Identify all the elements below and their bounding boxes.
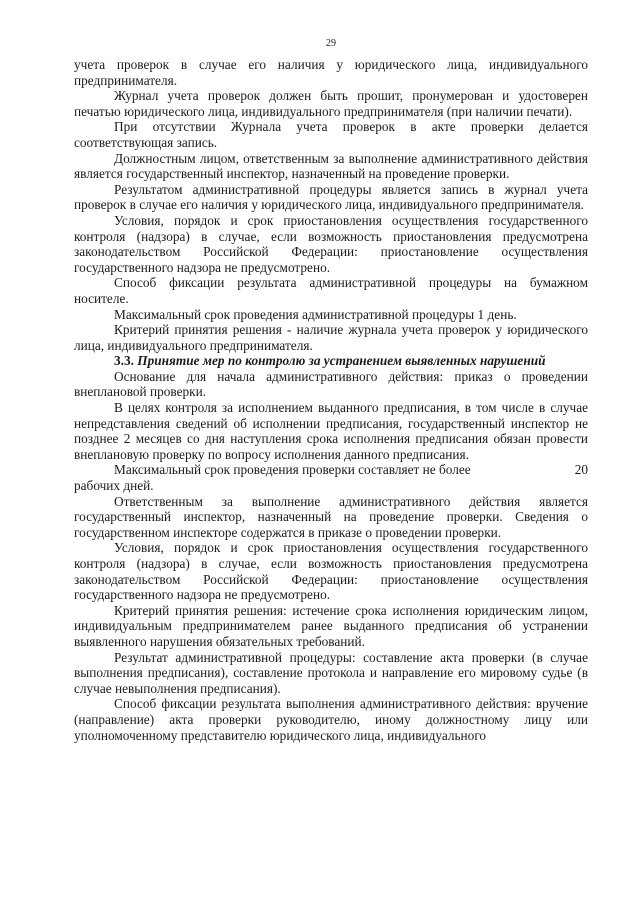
term-continuation: рабочих дней.	[74, 478, 154, 494]
section-number: 3.3.	[114, 353, 134, 369]
paragraph: Способ фиксации результата выполнения административного действия: вручение (направление) акта проверки руководителю, иному должностному лицу или уполномоченному представителю юридического лица, индивидуального	[74, 696, 588, 743]
paragraph: Способ фиксации результата административной процедуры на бумажном носителе.	[74, 275, 588, 306]
paragraph: Ответственным за выполнение административного действия является государственный инспектор, назначенный на проведение проверки. Сведения о государственном инспекторе содержатся в приказе о проведении проверки.	[74, 493, 588, 540]
text-block-2	[74, 369, 588, 463]
term-line	[74, 462, 588, 478]
section-heading	[74, 353, 588, 369]
paragraph: Условия, порядок и срок приостановления осуществления государственного контроля (надзора) в случае, если возможность приостановления предусмотрена законодательством Российской Федерации: приостановление осуществления государственного надзора не предусмотрено.	[74, 540, 588, 603]
text-block-1	[74, 57, 588, 353]
paragraph: Максимальный срок проведения административной процедуры 1 день.	[114, 306, 517, 322]
paragraph: В целях контроля за исполнением выданного предписания, в том числе в случае непредставления сведений об исполнении предписания, государственный инспектор не позднее 2 месяцев со дня наступления срока исполнения предписания обязан провести внеплановую проверку по вопросу исполнения данного предписания.	[74, 400, 588, 462]
paragraph: Условия, порядок и срок приостановления осуществления государственного контроля (надзора) в случае, если возможность приостановления предусмотрена законодательством Российской Федерации: приостановление осуществления государственного надзора не предусмотрено.	[74, 212, 588, 275]
paragraph: Должностным лицом, ответственным за выполнение административного действия является государственный инспектор, назначенный на проведение проверки.	[74, 150, 588, 182]
paragraph: Критерий принятия решения - наличие журнала учета проверок у юридического лица, индивидуального предпринимателя.	[74, 322, 588, 353]
paragraph: учета проверок в случае его наличия у юридического лица, индивидуального предпринимателя.	[74, 57, 588, 88]
paragraph: Результат административной процедуры: составление акта проверки (в случае выполнения предписания), составление протокола и направление его мировому судье (в случае невыполнения предписания).	[74, 649, 588, 696]
section-title: Принятие мер по контролю за устранением выявленных нарушений	[137, 353, 546, 369]
text-block-3	[74, 494, 588, 744]
term-paragraph	[74, 462, 588, 493]
paragraph: Основание для начала административного действия: приказ о проведении внеплановой проверки.	[74, 368, 588, 400]
paragraph: Журнал учета проверок должен быть прошит, пронумерован и удостоверен печатью юридического лица, индивидуального предпринимателя (при наличии печати).	[74, 88, 588, 119]
term-value: 20	[574, 462, 588, 478]
paragraph: Результатом административной процедуры является запись в журнал учета проверок в случае его наличия у юридического лица, индивидуального предпринимателя.	[74, 181, 588, 213]
page-number: 29	[326, 38, 336, 49]
paragraph: Критерий принятия решения: истечение срока исполнения юридическим лицом, индивидуальным предпринимателем ранее выданного предписания об устранении выявленного нарушения обязательных требований.	[74, 602, 588, 649]
term-text: Максимальный срок проведения проверки составляет не более	[114, 462, 471, 478]
paragraph: При отсутствии Журнала учета проверок в акте проверки делается соответствующая запись.	[74, 119, 588, 150]
